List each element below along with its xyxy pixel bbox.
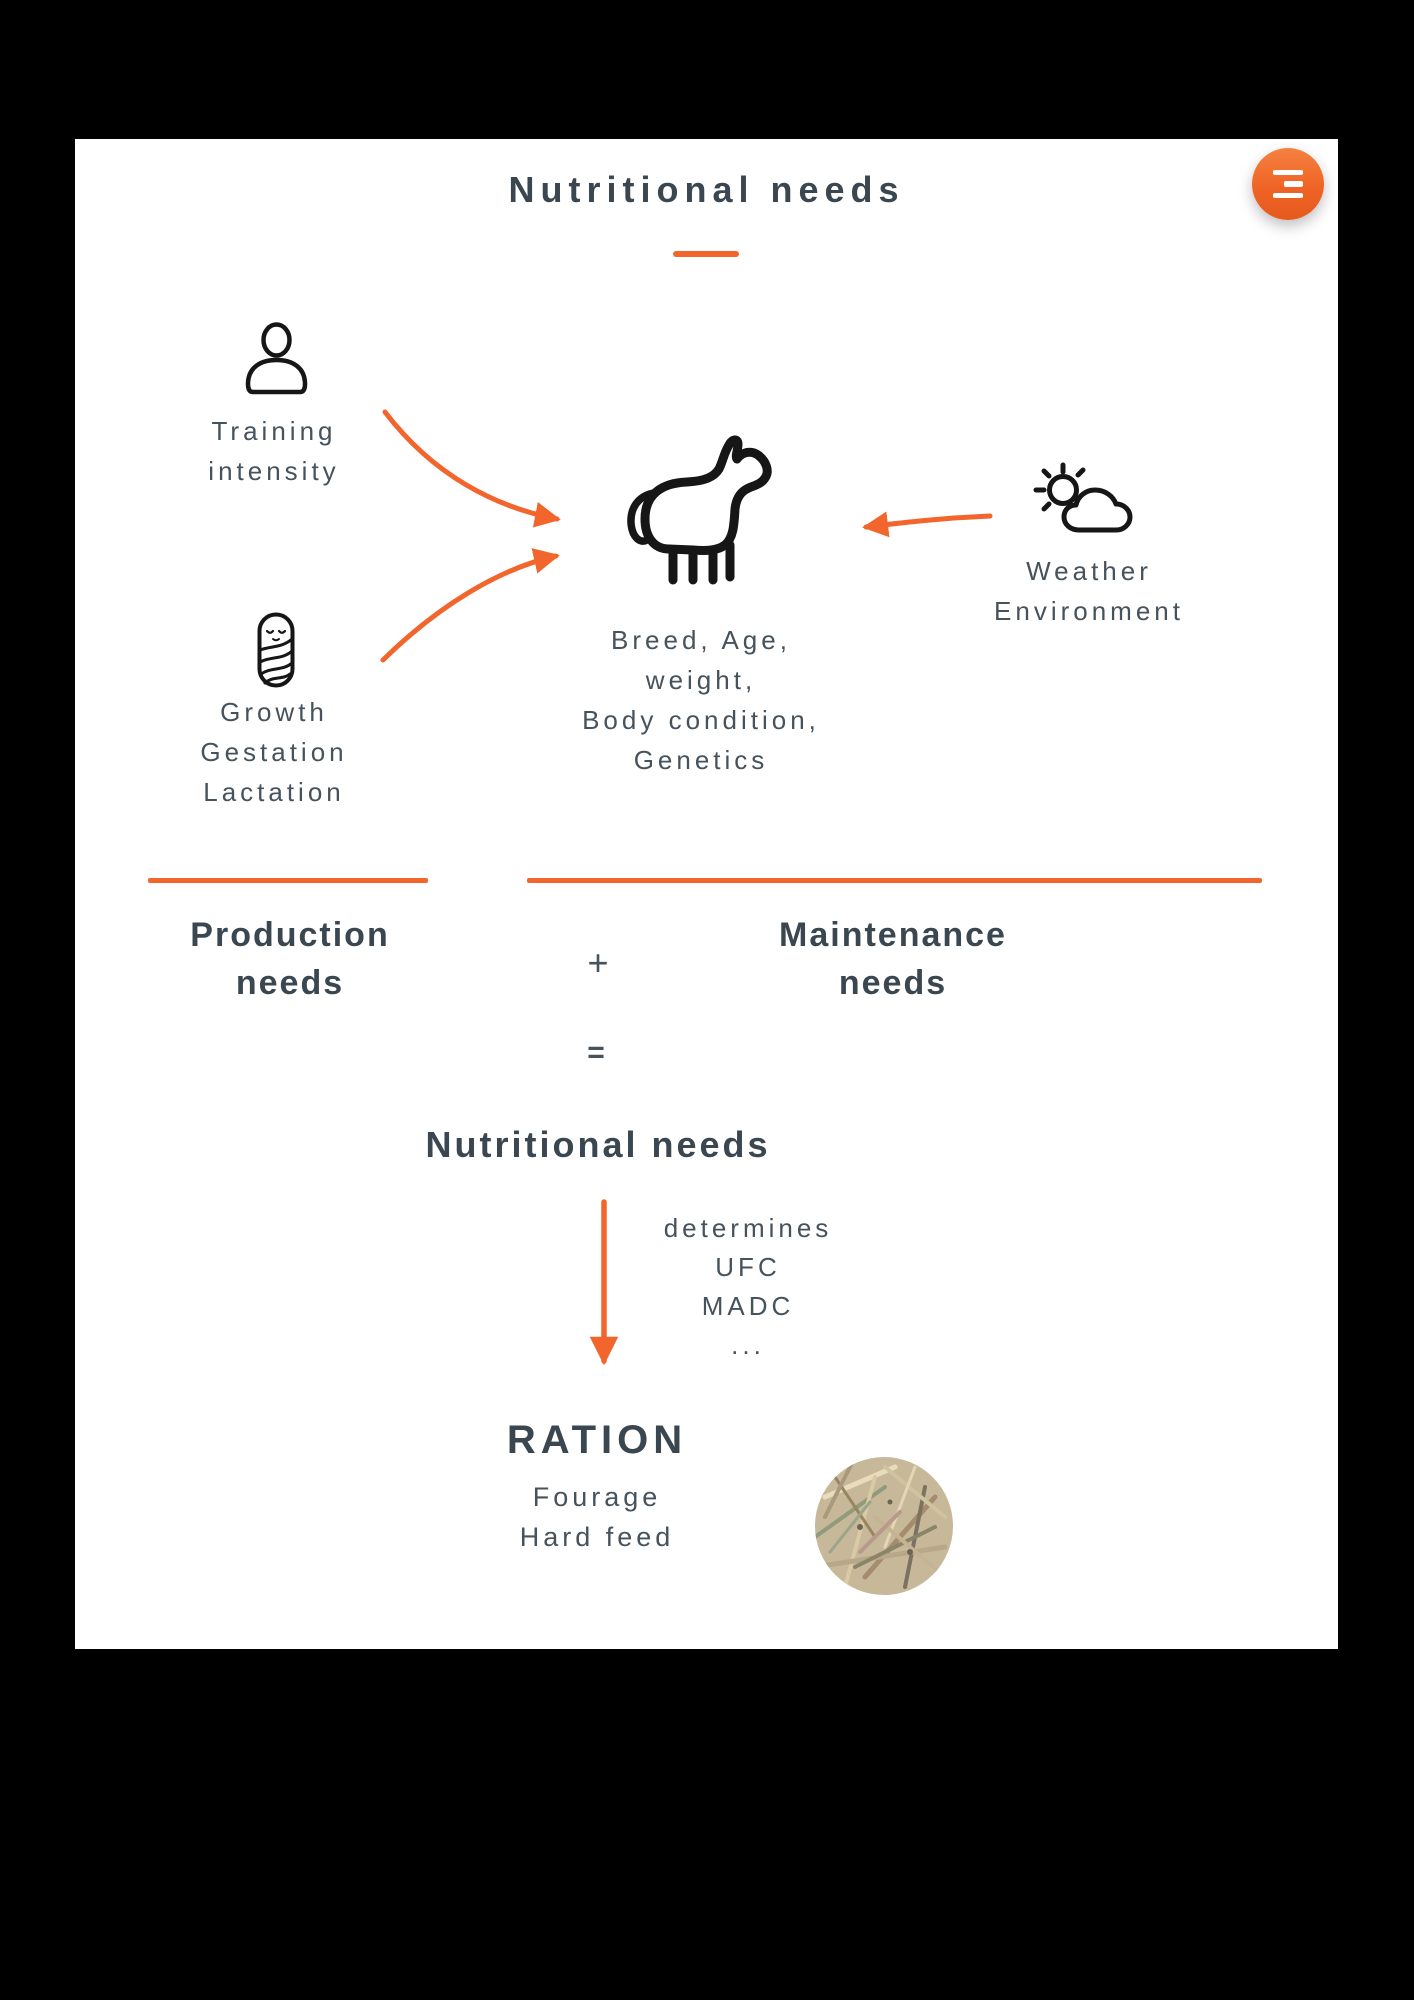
ration-items-label: Fourage Hard feed bbox=[519, 1482, 675, 1552]
page-title: Nutritional needs bbox=[508, 169, 905, 210]
plus-sign: + bbox=[587, 942, 609, 983]
arrow-growth-to-horse bbox=[383, 556, 556, 660]
horse-attributes-label: Breed, Age, weight, Body condition, Genetics bbox=[582, 625, 820, 775]
slide-card bbox=[75, 139, 1338, 1649]
weather-environment-label: Weather Environment bbox=[994, 556, 1184, 626]
arrow-weather-to-horse bbox=[866, 516, 990, 527]
ration-heading: RATION bbox=[506, 1418, 688, 1462]
maintenance-divider-line bbox=[527, 878, 1262, 883]
maintenance-needs-heading: Maintenance needs bbox=[779, 916, 1007, 1002]
growth-gestation-lactation-label: Growth Gestation Lactation bbox=[200, 697, 348, 807]
production-divider-line bbox=[148, 878, 428, 883]
nutritional-needs-result-heading: Nutritional needs bbox=[425, 1124, 771, 1165]
hay-photo bbox=[815, 1457, 953, 1595]
arrow-training-to-horse bbox=[385, 412, 557, 519]
determines-label: determines UFC MADC ... bbox=[663, 1213, 833, 1360]
equals-sign: = bbox=[587, 1036, 605, 1069]
production-needs-heading: Production needs bbox=[190, 916, 390, 1002]
training-intensity-label: Training intensity bbox=[208, 416, 340, 486]
